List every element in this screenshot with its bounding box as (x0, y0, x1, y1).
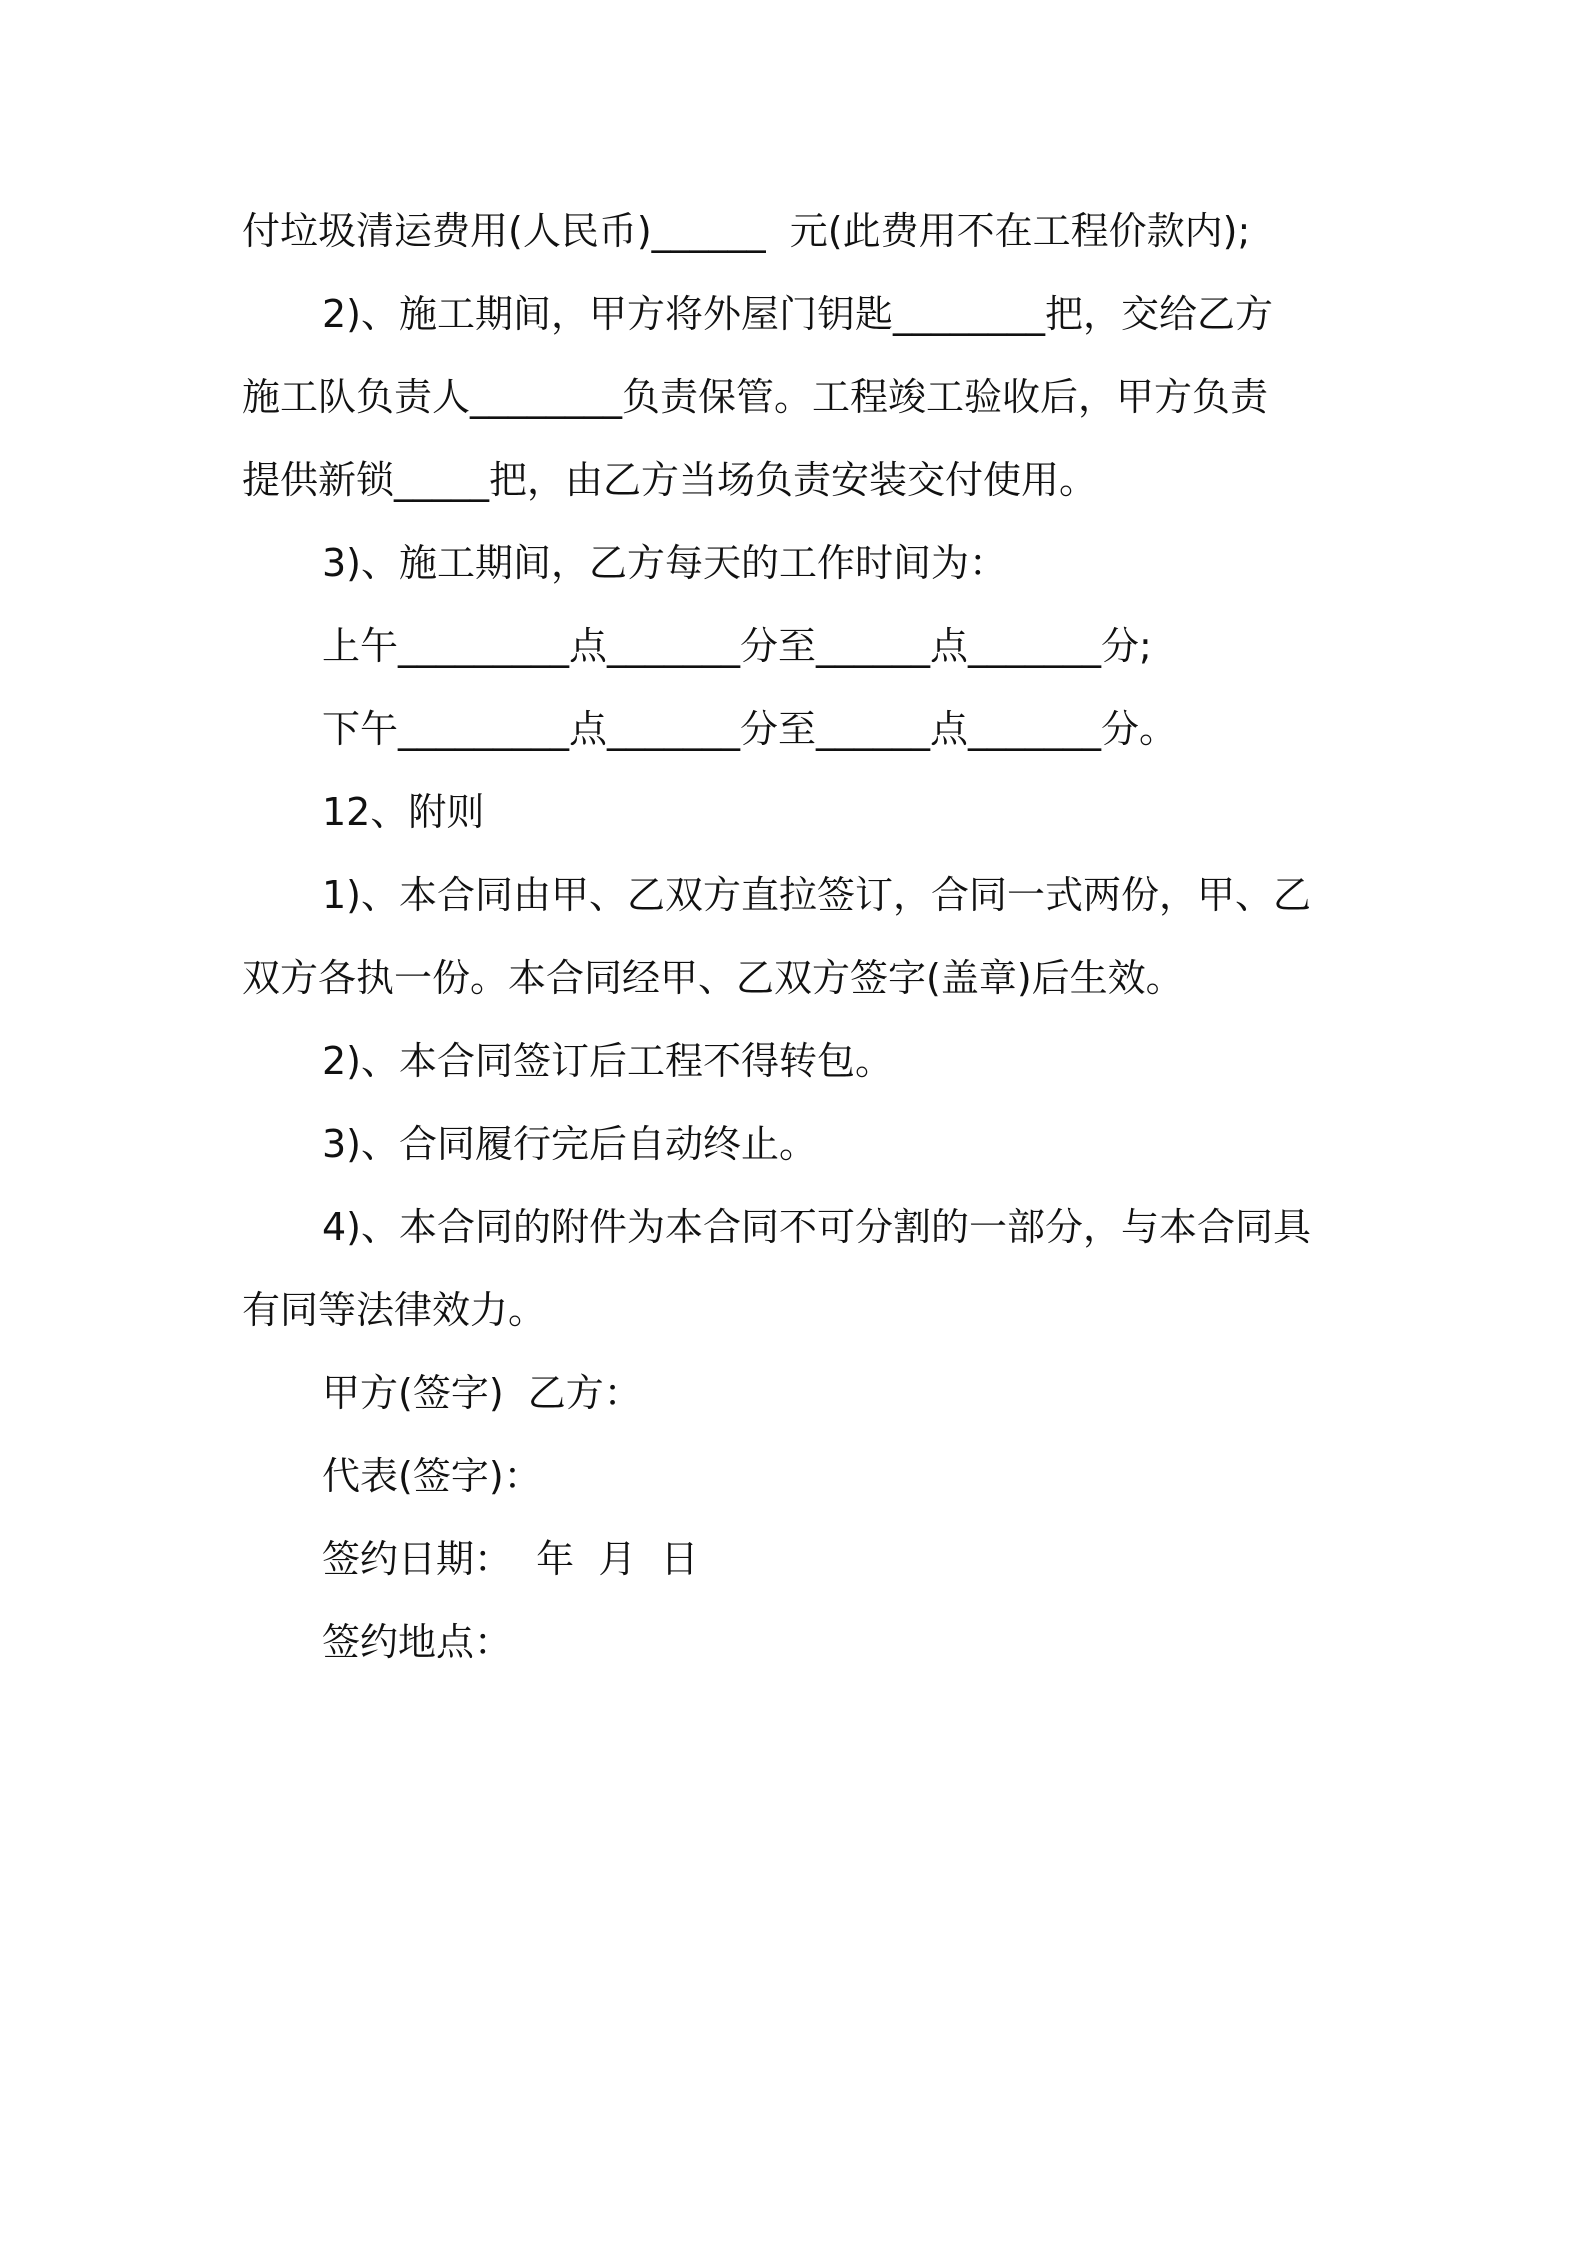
text-line: 1)、本合同由甲、乙双方直拉签订，合同一式两份，甲、乙 (322, 873, 1312, 917)
text-line: 2)、施工期间，甲方将外屋门钥匙________把，交给乙方 (322, 292, 1274, 336)
text-line: 4)、本合同的附件为本合同不可分割的一部分，与本合同具 (322, 1205, 1312, 1249)
text-line: 3)、合同履行完后自动终止。 (322, 1122, 818, 1166)
text-line: 上午_________点_______分至______点_______分; (322, 624, 1152, 668)
signature-line: 代表(签字)： (322, 1454, 542, 1498)
text-line: 下午_________点_______分至______点_______分。 (322, 707, 1178, 751)
text-line: 提供新锁_____把，由乙方当场负责安装交付使用。 (242, 458, 1098, 502)
text-line: 双方各执一份。本合同经甲、乙双方签字(盖章)后生效。 (242, 956, 1184, 1000)
text-line: 2)、本合同签订后工程不得转包。 (322, 1039, 894, 1083)
text-line: 付垃圾清运费用(人民币)______ 元(此费用不在工程价款内); (242, 209, 1251, 253)
section-heading: 12、附则 (322, 790, 485, 834)
signature-line: 甲方(签字) 乙方： (322, 1371, 642, 1415)
text-line: 有同等法律效力。 (242, 1288, 547, 1332)
document-body (242, 190, 1352, 1684)
text-line: 施工队负责人________负责保管。工程竣工验收后，甲方负责 (242, 375, 1269, 419)
signing-date-line: 签约日期： 年 月 日 (322, 1537, 699, 1581)
signing-place-line: 签约地点： (322, 1620, 513, 1664)
text-line: 3)、施工期间，乙方每天的工作时间为： (322, 541, 1008, 585)
